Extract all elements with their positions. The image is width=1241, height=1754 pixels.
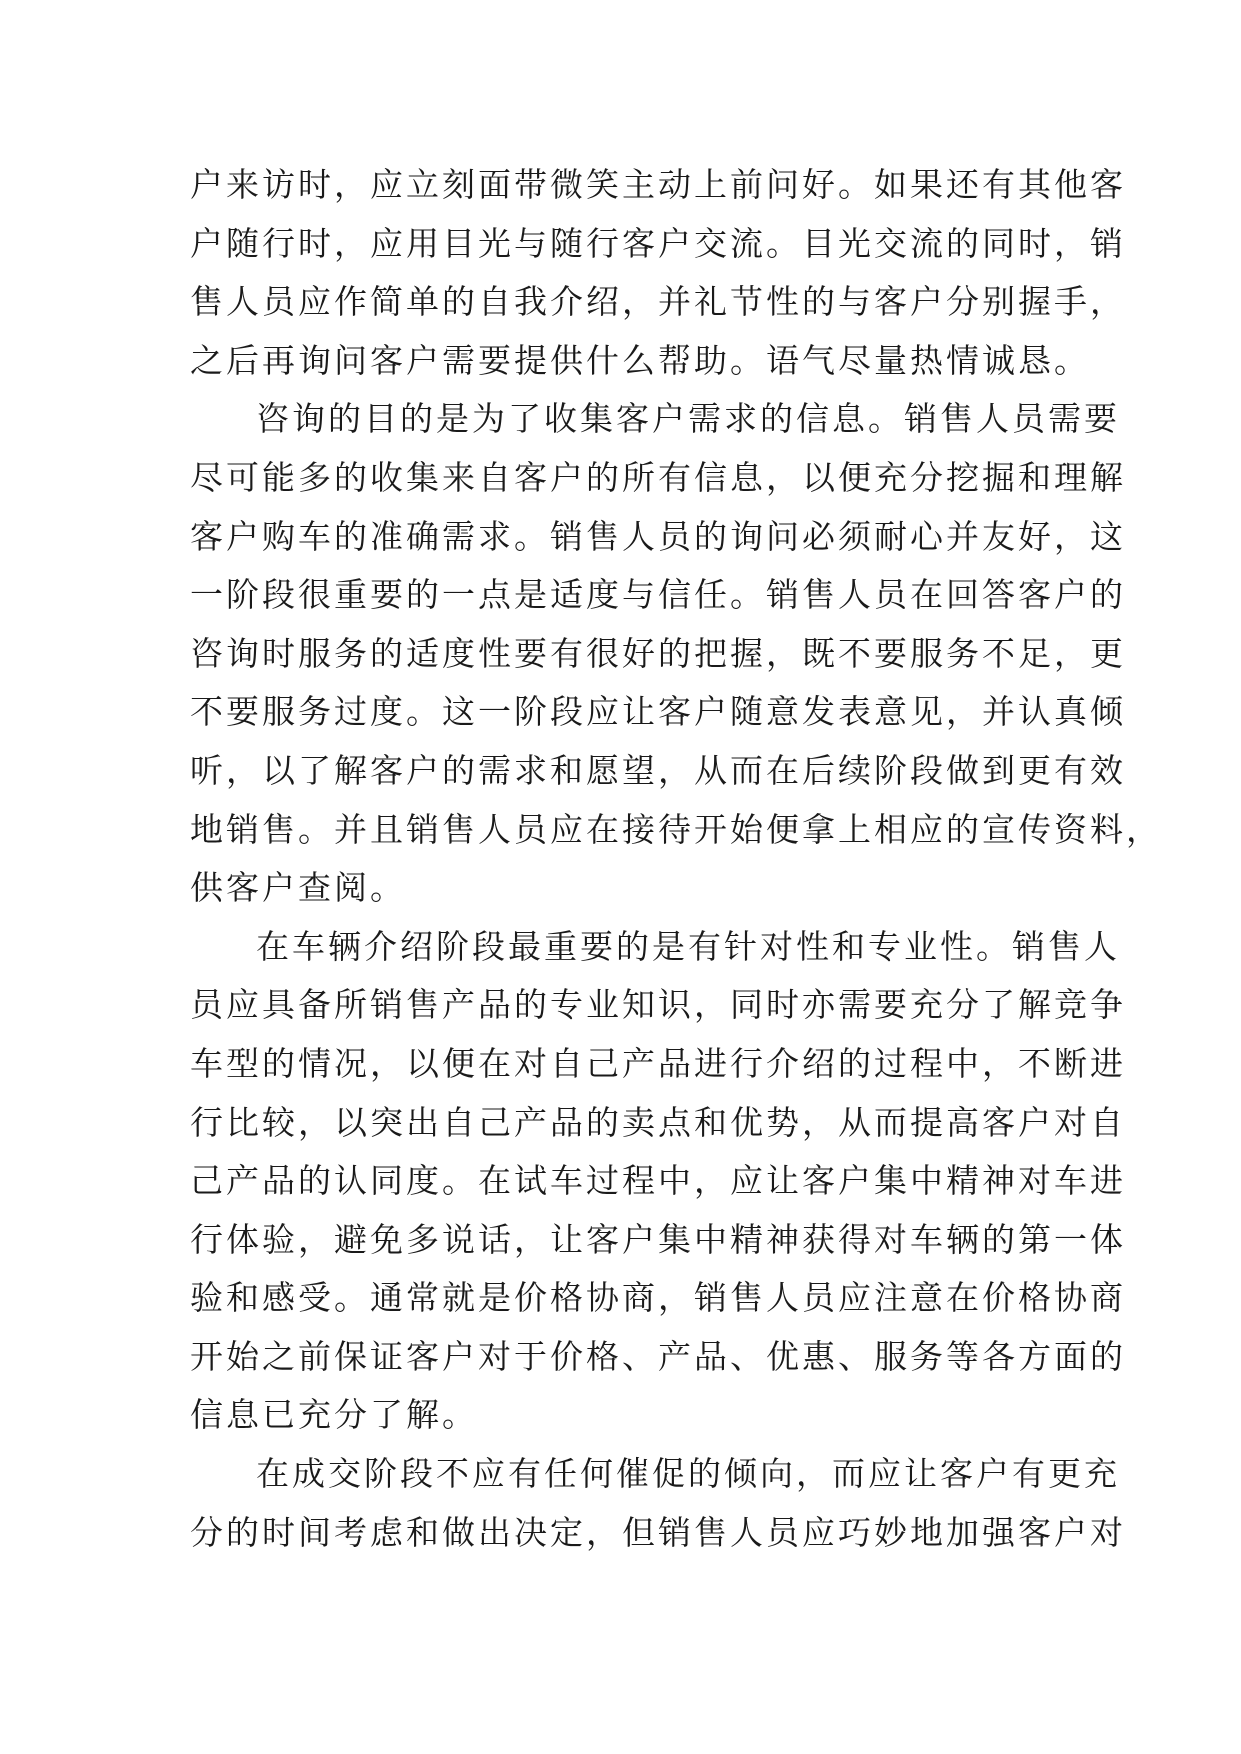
text-line: 一阶段很重要的一点是适度与信任。销售人员在回答客户的 [190, 575, 1126, 615]
paragraph [190, 156, 1126, 390]
text-line: 验和感受。通常就是价格协商，销售人员应注意在价格协商 [190, 1278, 1126, 1318]
paragraph [190, 1445, 1126, 1562]
text-line: 己产品的认同度。在试车过程中，应让客户集中精神对车进 [190, 1161, 1126, 1201]
text-line: 员应具备所销售产品的专业知识，同时亦需要充分了解竞争 [190, 985, 1126, 1025]
text-line: 客户购车的准确需求。销售人员的询问必须耐心并友好，这 [190, 516, 1126, 556]
text-line: 行体验，避免多说话，让客户集中精神获得对车辆的第一体 [190, 1219, 1126, 1259]
text-line: 户随行时，应用目光与随行客户交流。目光交流的同时，销 [190, 223, 1126, 263]
text-line: 车型的情况，以便在对自己产品进行介绍的过程中，不断进 [190, 1043, 1126, 1083]
body-text [190, 156, 1162, 1562]
text-line: 供客户查阅。 [190, 868, 406, 908]
text-line: 售人员应作简单的自我介绍，并礼节性的与客户分别握手， [190, 282, 1126, 322]
paragraph [190, 918, 1126, 1445]
text-line: 咨询时服务的适度性要有很好的把握，既不要服务不足，更 [190, 633, 1126, 673]
text-line: 咨询的目的是为了收集客户需求的信息。销售人员需要 [256, 399, 1120, 439]
text-line: 之后再询问客户需要提供什么帮助。语气尽量热情诚恳。 [190, 340, 1090, 380]
text-line: 在车辆介绍阶段最重要的是有针对性和专业性。销售人 [256, 926, 1120, 966]
text-line: 开始之前保证客户对于价格、产品、优惠、服务等各方面的 [190, 1336, 1126, 1376]
text-line: 分的时间考虑和做出决定，但销售人员应巧妙地加强客户对 [190, 1512, 1126, 1552]
text-line: 地销售。并且销售人员应在接待开始便拿上相应的宣传资料， [190, 809, 1162, 849]
text-line: 行比较，以突出自己产品的卖点和优势，从而提高客户对自 [190, 1102, 1126, 1142]
text-line: 听，以了解客户的需求和愿望，从而在后续阶段做到更有效 [190, 750, 1126, 790]
text-line: 尽可能多的收集来自客户的所有信息，以便充分挖掘和理解 [190, 457, 1126, 497]
text-line: 信息已充分了解。 [190, 1395, 478, 1435]
paragraph [190, 390, 1162, 917]
text-line: 在成交阶段不应有任何催促的倾向，而应让客户有更充 [256, 1454, 1120, 1494]
text-line: 不要服务过度。这一阶段应让客户随意发表意见，并认真倾 [190, 692, 1126, 732]
text-line: 户来访时，应立刻面带微笑主动上前问好。如果还有其他客 [190, 165, 1126, 204]
